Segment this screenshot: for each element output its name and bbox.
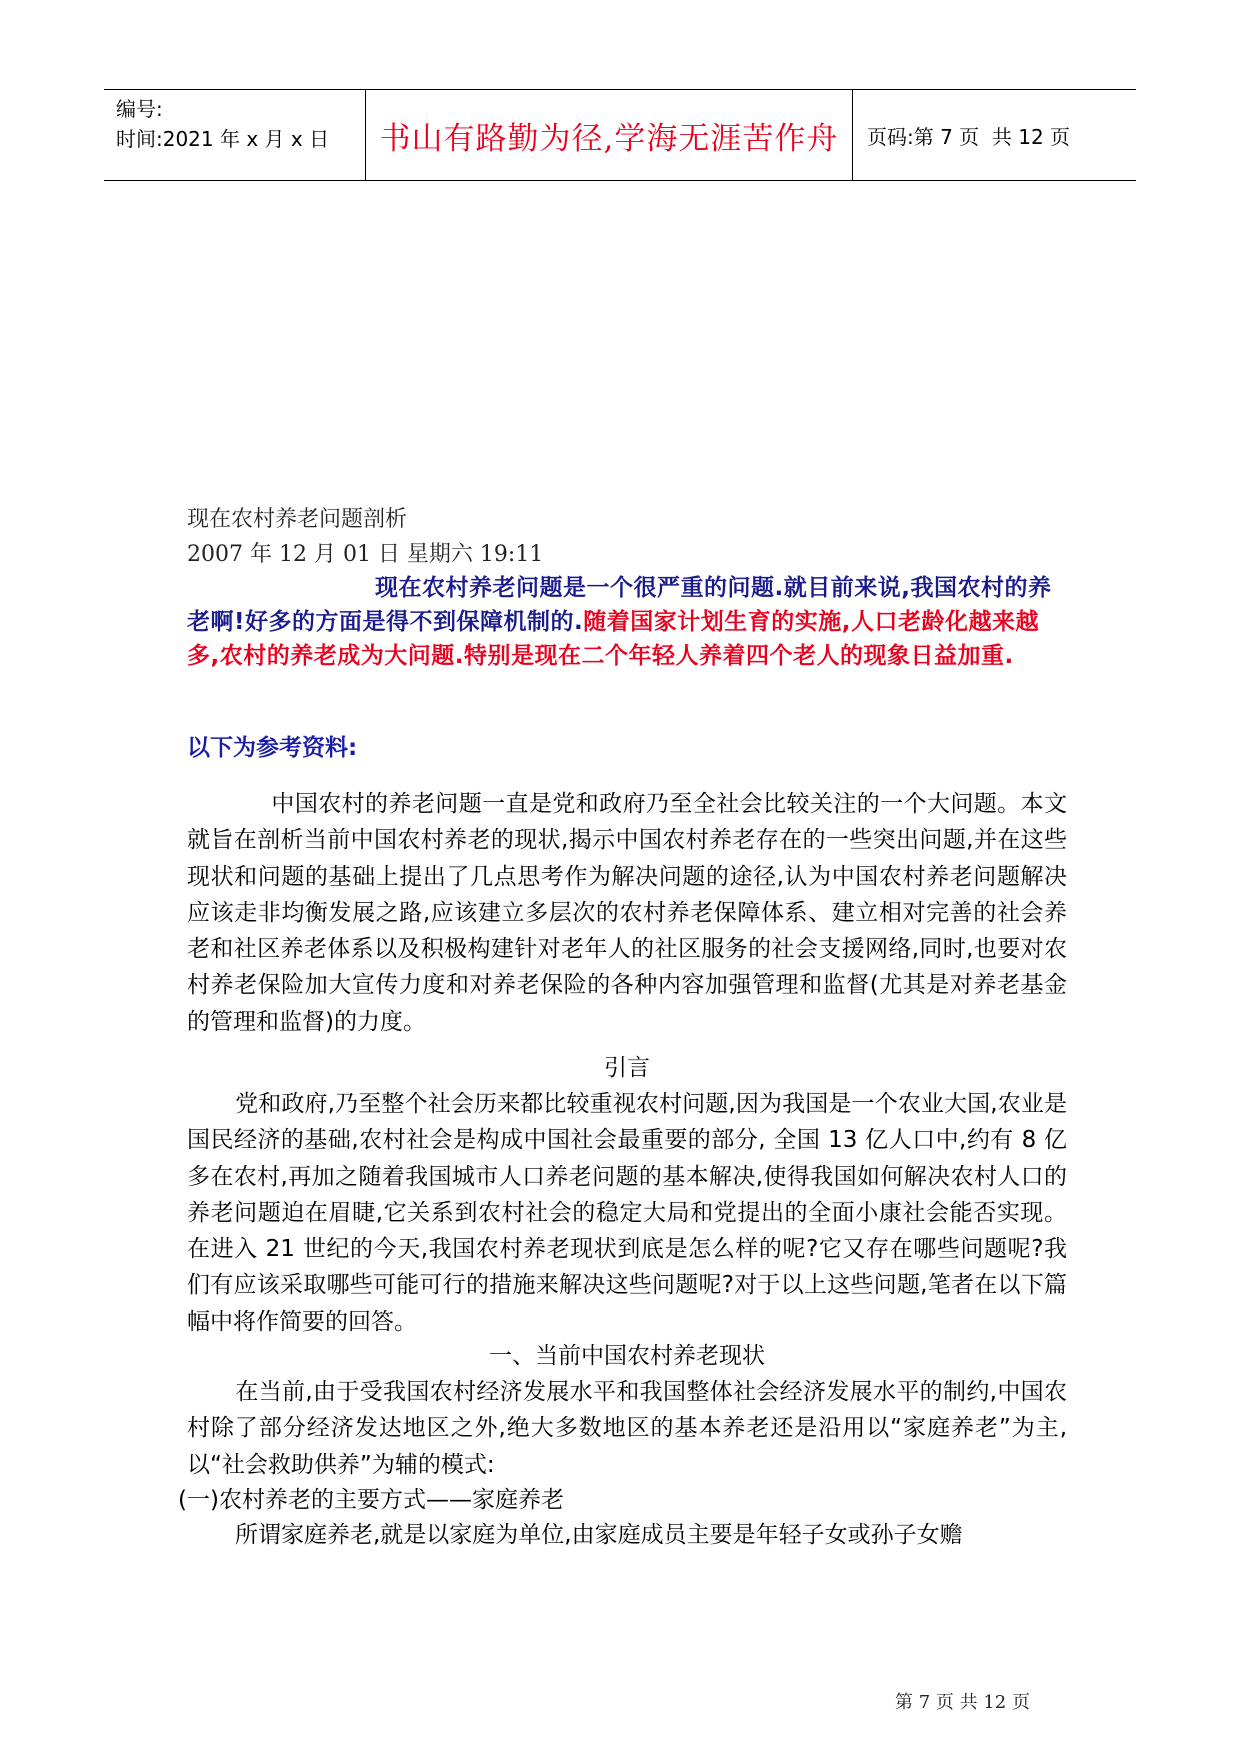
header-motto-cell [366, 90, 853, 180]
subheading-1: (一)农村养老的主要方式——家庭养老 [178, 1487, 564, 1513]
paragraph-3 [187, 1517, 1067, 1553]
abstract-text: 中国农村的养老问题一直是党和政府乃至全社会比较关注的一个大问题。本文就旨在剖析当前中国农村养老的现状,揭示中国农村养老存在的一些突出问题,并在这些现状和问题的基础上提出了几点思考作为解决问题的途径,认为中国农村养老问题解决应该走非均衡发展之路,应该建立多层次的农村养老保障体系、建立相对完善的社会养老和社区养老体系以及积极构建针对老年人的社区服务的社会支援网络,同时,也要对农村养老保险加大宣传力度和对养老保险的各种内容加强管理和监督(尤其是对养老基金的管理和监督)的力度。 [187, 791, 1067, 1035]
paragraph-1-text: 党和政府,乃至整个社会历来都比较重视农村问题,因为我国是一个农业大国,农业是国民经济的基础,农村社会是构成中国社会最重要的部分, 全国 13 亿人口中,约有 8 亿多在农村,再加之随着我国城市人口养老问题的基本解决,使得我国如何解决农村人口的养老问题迫在眉睫,它关系到农村社会的稳定大局和党提出的全面小康社会能否实现。在进入 21 世纪的今天,我国农村养老现状到底是怎么样的呢?它又存在哪些问题呢?我们有应该采取哪些可能可行的措施来解决这些问题呢?对于以上这些问题,笔者在以下篇幅中将作简要的回答。 [187, 1091, 1067, 1335]
time-label: 时间:2021 年 x 月 x 日 [116, 127, 330, 151]
header-meta-cell [104, 90, 366, 180]
header-page-info: 页码:第 7 页 共 12 页 [867, 124, 1071, 149]
article-date: 2007 年 12 月 01 日 星期六 19:11 [187, 542, 544, 567]
reference-label: 以下为参考资料: [187, 735, 358, 761]
intro-red-text: 随着国家计划生育的实施,人口老龄化越来越多,农村的养老成为大问题.特别是现在二个年轻人养着四个老人的现象日益加重. [187, 609, 1039, 669]
heading-section-one: 一、当前中国农村养老现状 [489, 1343, 765, 1369]
abstract-paragraph [187, 786, 1067, 1040]
header-page-cell [853, 90, 1136, 180]
serial-number-label: 编号: [116, 97, 163, 121]
heading-introduction: 引言 [604, 1055, 650, 1081]
page-footer: 第 7 页 共 12 页 [895, 1692, 1030, 1713]
intro-blue-text: 现在农村养老问题是一个很严重的问题.就目前来说,我国农村的养老啊!好多的方面是得不到保障机制的. [187, 575, 1052, 635]
header-motto: 书山有路勤为径,学海无涯苦作舟 [379, 120, 839, 157]
paragraph-1 [187, 1086, 1067, 1340]
intro-paragraph [187, 571, 1062, 673]
paragraph-2-text: 在当前,由于受我国农村经济发展水平和我国整体社会经济发展水平的制约,中国农村除了部分经济发达地区之外,绝大多数地区的基本养老还是沿用以“家庭养老”为主,以“社会救助供养”为辅的模式: [187, 1379, 1067, 1478]
paragraph-3-text: 所谓家庭养老,就是以家庭为单位,由家庭成员主要是年轻子女或孙子女赡 [235, 1522, 963, 1548]
document-header [104, 89, 1136, 181]
paragraph-2 [187, 1374, 1067, 1483]
article-title: 现在农村养老问题剖析 [187, 507, 408, 532]
